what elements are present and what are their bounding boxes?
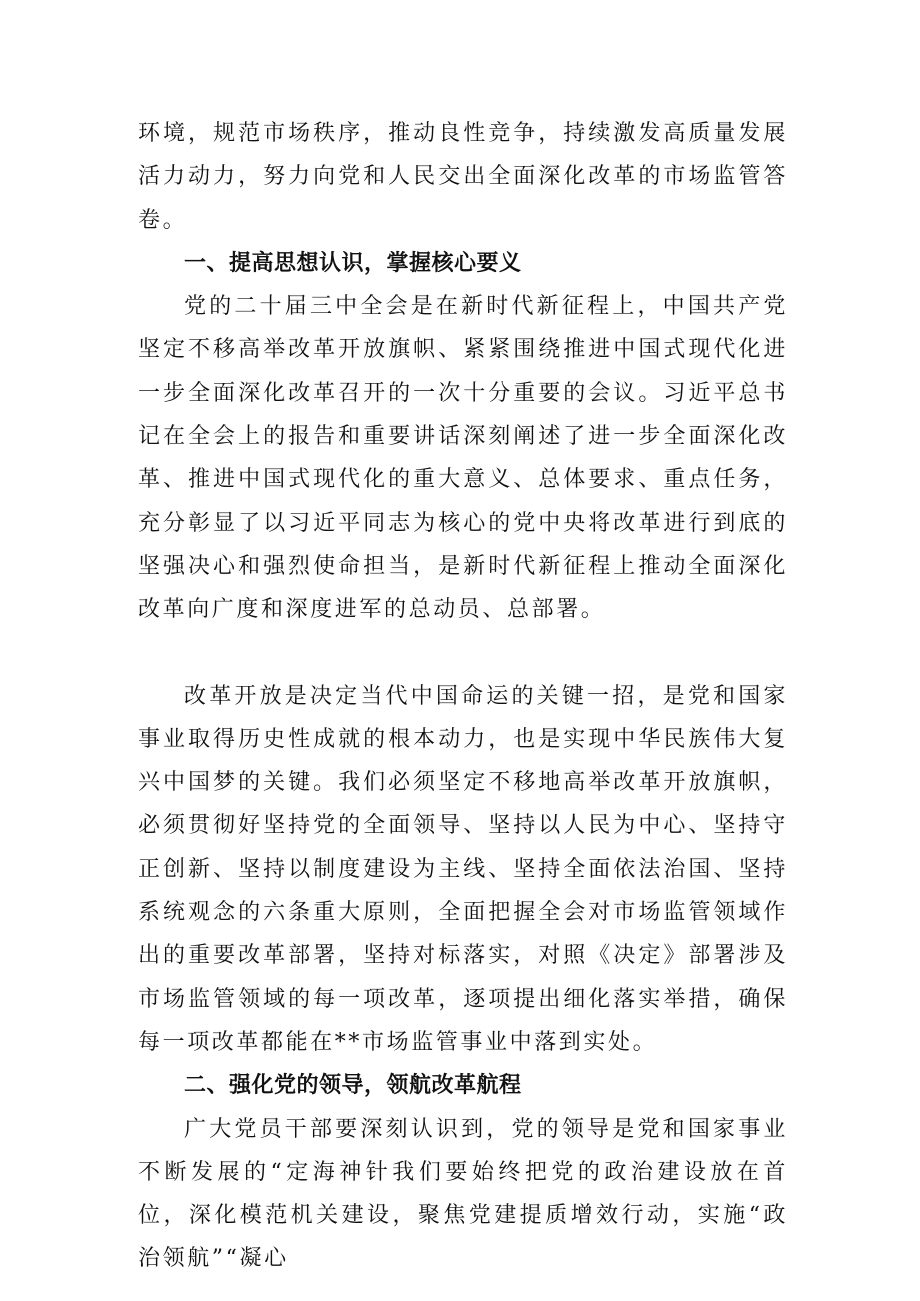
paragraph-1: 党的二十届三中全会是在新时代新征程上，中国共产党坚定不移高举改革开放旗帜、紧紧围绕推进中国式现代化进一步全面深化改革召开的一次十分重要的会议。习近平总书记在全会上的报告和重要讲话深刻阐述了进一步全面深化改革、推进中国式现代化的重大意义、总体要求、重点任务，充分彰显了以习近平同志为核心的党中央将改革进行到底的坚强决心和强烈使命担当，是新时代新征程上推动全面深化改革向广度和深度进军的总动员、总部署。 xyxy=(138,294,788,623)
paragraph-intro: 环境，规范市场秩序，推动良性竞争，持续激发高质量发展活力动力，努力向党和人民交出全面深化改革的市场监管答卷。 xyxy=(138,121,788,233)
section-heading-2: 二、强化党的领导，领航改革航程 xyxy=(184,1073,522,1099)
paragraph-3: 广大党员干部要深刻认识到，党的领导是党和国家事业不断发展的“定海神针我们要始终把党的政治建设放在首位，深化模范机关建设，聚焦党建提质增效行动，实施“政治领航”“凝心 xyxy=(138,1116,788,1272)
paragraph-gap xyxy=(138,632,788,675)
paragraph-2: 改革开放是决定当代中国命运的关键一招，是党和国家事业取得历史性成就的根本动力，也是实现中华民族伟大复兴中国梦的关键。我们必须坚定不移地高举改革开放旗帜，必须贯彻好坚持党的全面领导、坚持以人民为中心、坚持守正创新、坚持以制度建设为主线、坚持全面依法治国、坚持系统观念的六条重大原则，全面把握全会对市场监管领域作出的重要改革部署，坚持对标落实，对照《决定》部署涉及市场监管领域的每一项改革，逐项提出细化落实举措，确保每一项改革都能在**市场监管事业中落到实处。 xyxy=(138,683,788,1055)
document-body xyxy=(138,112,788,1281)
section-heading-1: 一、提高思想认识，掌握核心要义 xyxy=(184,250,522,276)
